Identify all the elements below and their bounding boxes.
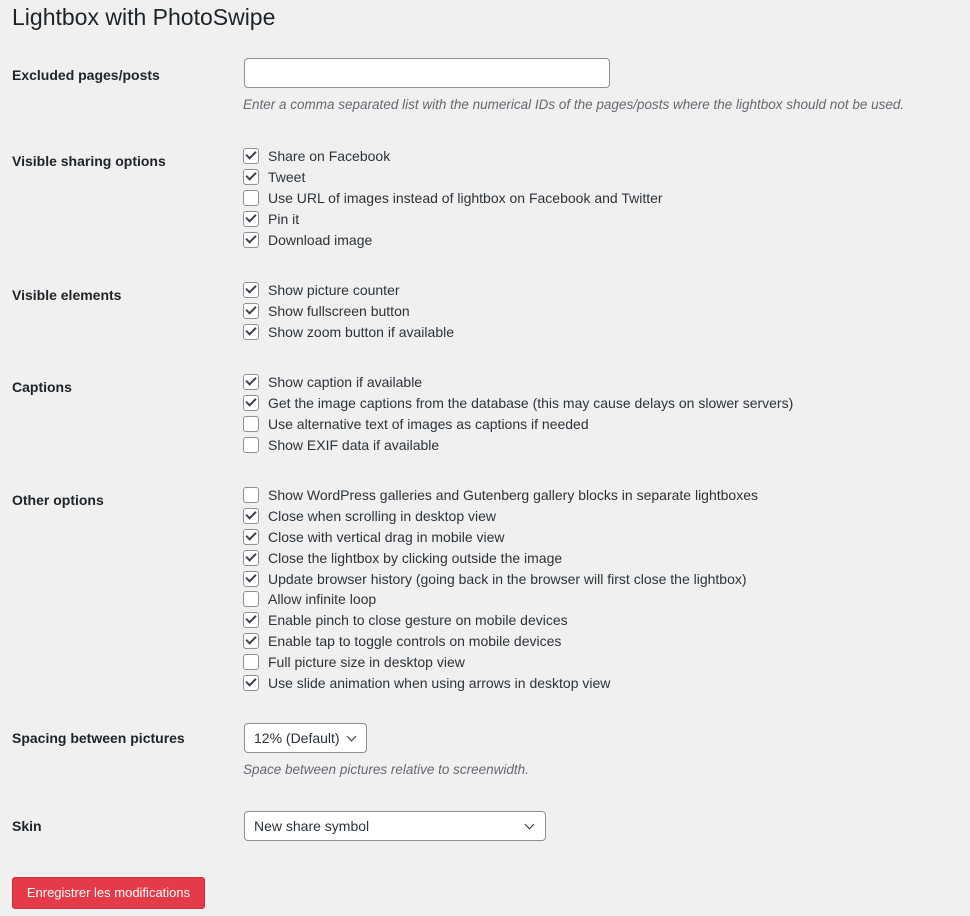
elements-option[interactable] xyxy=(243,322,454,343)
other-option[interactable] xyxy=(243,631,758,652)
option-label: Allow infinite loop xyxy=(268,591,377,608)
option-label: Share on Facebook xyxy=(268,148,391,165)
checkbox-unchecked[interactable] xyxy=(243,190,259,206)
checkbox-checked[interactable] xyxy=(243,303,259,319)
other-options-list xyxy=(243,485,758,693)
checkbox-checked[interactable] xyxy=(243,211,259,227)
chevron-down-icon xyxy=(525,820,535,830)
captions-option[interactable] xyxy=(243,414,793,435)
option-label: Show picture counter xyxy=(268,282,400,299)
other-option[interactable] xyxy=(243,610,758,631)
option-label: Show fullscreen button xyxy=(268,303,410,320)
spacing-description: Space between pictures relative to screenwidth. xyxy=(243,762,529,777)
option-label: Show WordPress galleries and Gutenberg gallery blocks in separate lightboxes xyxy=(268,487,759,504)
checkbox-checked[interactable] xyxy=(243,550,259,566)
checkbox-checked[interactable] xyxy=(243,633,259,649)
other-option[interactable] xyxy=(243,506,758,527)
chevron-down-icon xyxy=(347,732,357,742)
spacing-select-value: 12% (Default) xyxy=(254,730,340,746)
sharing-options-label: Visible sharing options xyxy=(12,153,166,169)
option-label: Full picture size in desktop view xyxy=(268,653,465,670)
skin-label: Skin xyxy=(12,818,42,834)
other-option[interactable] xyxy=(243,589,758,610)
checkbox-unchecked[interactable] xyxy=(243,437,259,453)
elements-option[interactable] xyxy=(243,280,454,301)
checkbox-checked[interactable] xyxy=(243,395,259,411)
other-option[interactable] xyxy=(243,485,758,506)
sharing-option[interactable] xyxy=(243,167,663,188)
checkbox-checked[interactable] xyxy=(243,232,259,248)
captions-option[interactable] xyxy=(243,372,793,393)
other-option[interactable] xyxy=(243,527,758,548)
other-option[interactable] xyxy=(243,547,758,568)
other-option[interactable] xyxy=(243,672,758,693)
skin-select[interactable] xyxy=(244,811,546,841)
option-label: Enable tap to toggle controls on mobile devices xyxy=(268,632,562,649)
sharing-option[interactable] xyxy=(243,229,663,250)
sharing-options-list xyxy=(243,146,663,250)
checkbox-unchecked[interactable] xyxy=(243,416,259,432)
checkbox-checked[interactable] xyxy=(243,508,259,524)
option-label: Use slide animation when using arrows in desktop view xyxy=(268,674,611,691)
option-label: Close the lightbox by clicking outside the image xyxy=(268,549,563,566)
checkbox-checked[interactable] xyxy=(243,169,259,185)
sharing-option[interactable] xyxy=(243,146,663,167)
checkbox-checked[interactable] xyxy=(243,612,259,628)
option-label: Show zoom button if available xyxy=(268,323,454,340)
checkbox-unchecked[interactable] xyxy=(243,654,259,670)
checkbox-unchecked[interactable] xyxy=(243,591,259,607)
excluded-pages-input[interactable] xyxy=(244,58,610,88)
spacing-select[interactable] xyxy=(244,723,367,753)
other-options-label: Other options xyxy=(12,492,104,508)
option-label: Tweet xyxy=(268,169,306,186)
option-label: Download image xyxy=(268,231,373,248)
checkbox-checked[interactable] xyxy=(243,571,259,587)
option-label: Close with vertical drag in mobile view xyxy=(268,528,505,545)
option-label: Use alternative text of images as captions if needed xyxy=(268,415,589,432)
captions-option[interactable] xyxy=(243,434,793,455)
visible-elements-label: Visible elements xyxy=(12,287,122,303)
checkbox-checked[interactable] xyxy=(243,675,259,691)
checkbox-checked[interactable] xyxy=(243,529,259,545)
spacing-label: Spacing between pictures xyxy=(12,730,185,746)
captions-option[interactable] xyxy=(243,393,793,414)
option-label: Get the image captions from the database (this may cause delays on slower servers) xyxy=(268,395,794,412)
captions-label: Captions xyxy=(12,379,72,395)
option-label: Show caption if available xyxy=(268,374,423,391)
option-label: Pin it xyxy=(268,210,300,227)
visible-elements-list xyxy=(243,280,454,342)
elements-option[interactable] xyxy=(243,301,454,322)
skin-select-value: New share symbol xyxy=(254,818,370,834)
checkbox-checked[interactable] xyxy=(243,374,259,390)
checkbox-checked[interactable] xyxy=(243,282,259,298)
checkbox-checked[interactable] xyxy=(243,324,259,340)
option-label: Show EXIF data if available xyxy=(268,436,440,453)
sharing-option[interactable] xyxy=(243,188,663,209)
excluded-pages-label: Excluded pages/posts xyxy=(12,67,160,83)
checkbox-unchecked[interactable] xyxy=(243,487,259,503)
captions-list xyxy=(243,372,793,455)
other-option[interactable] xyxy=(243,651,758,672)
option-label: Close when scrolling in desktop view xyxy=(268,508,496,525)
checkbox-checked[interactable] xyxy=(243,148,259,164)
option-label: Use URL of images instead of lightbox on Facebook and Twitter xyxy=(268,189,663,206)
option-label: Enable pinch to close gesture on mobile devices xyxy=(268,612,568,629)
sharing-option[interactable] xyxy=(243,208,663,229)
option-label: Update browser history (going back in the browser will first close the lightbox) xyxy=(268,570,747,587)
page-title: Lightbox with PhotoSwipe xyxy=(12,4,276,30)
other-option[interactable] xyxy=(243,568,758,589)
excluded-pages-description: Enter a comma separated list with the numerical IDs of the pages/posts where the lightbox should not be used. xyxy=(243,97,905,112)
save-changes-button[interactable]: Enregistrer les modifications xyxy=(12,877,205,909)
